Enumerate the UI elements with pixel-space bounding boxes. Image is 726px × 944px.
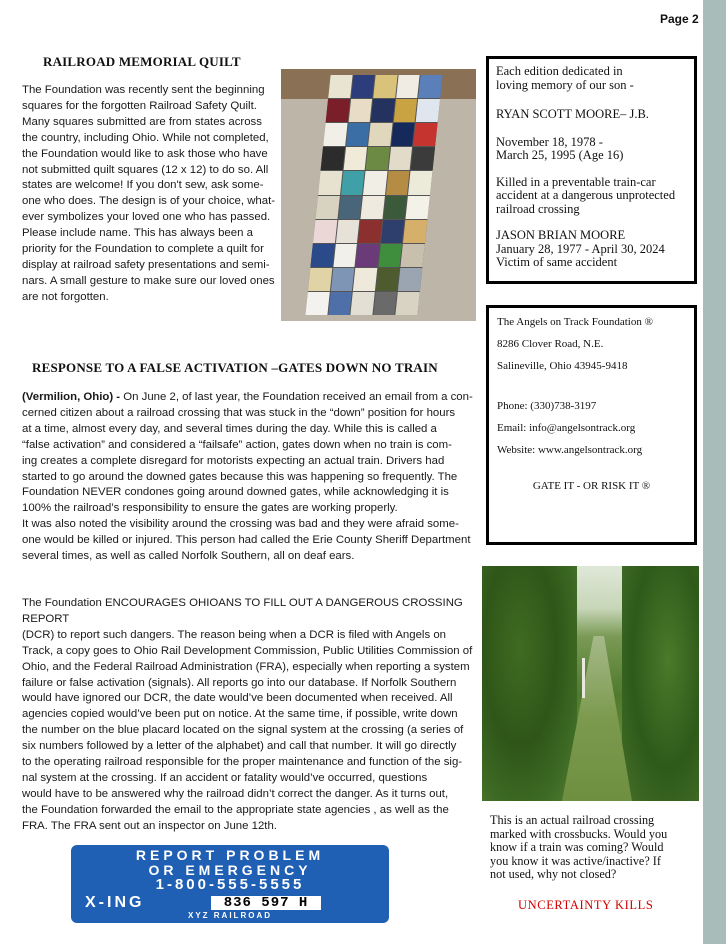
placard-xing-number: 836 597 H [223, 895, 309, 911]
railroad-crossing-photo [482, 566, 699, 801]
photo-crossbuck-post [582, 658, 585, 698]
memorial-dates-ryan: November 18, 1978 - March 25, 1995 (Age 16) [496, 134, 624, 162]
report-placard [71, 845, 389, 923]
contact-city: Salineville, Ohio 43945-9418 [497, 360, 628, 372]
memorial-name-ryan: RYAN SCOTT MOORE– J.B. [496, 107, 649, 121]
page-number: Page 2 [660, 12, 699, 26]
quilt-article-body: The Foundation was recently sent the beginning squares for the forgotten Railroad Safety Quilt. Many squares submitted are from states across the country, including Ohio. While not completed, the Foundation would like to ask those who have not submitted quilt squares (12 x 12) to do so. All states are welcome! If you don't sew, ask some- one who does. The design is of your choice, what- ever symbolizes your loved one who has passed. Please include name. This has always been a priority for the Foundation to complete a quilt for display at railroad safety presentations and semi- nars. A small gesture to make sure our loved ones are not forgotten. [22, 84, 276, 303]
placard-xing-label: X-ING [85, 894, 145, 911]
photo-caption: This is an actual railroad crossing marked with crossbucks. Would you know if a train was coming? Would you know it was active/inactive? If not used, why not closed? [490, 813, 668, 882]
contact-box [486, 305, 697, 545]
activation-article-heading: RESPONSE TO A FALSE ACTIVATION –GATES DOWN NO TRAIN [32, 360, 438, 375]
activation-para1-text: On June 2, of last year, the Foundation received an email from a con- cerned citizen about a railroad crossing that was stuck in the “down” position for hours at a time, almost every day, and several times during the day. While this is called a “false activation” and considered a “failsafe” action, gates down when no train is com- ing creates a complete disregard for motorists expecting an actual train. Drivers had started to go around the downed gates because this was happening so frequently. The Foundation NEVER condones going around downed gates, while acknowledging it is 100% the railroad’s responsibility to ensure the gates are working properly. It was also noted the visibility around the crossing was bad and they were afraid some- one would be killed or injured. This person had called the Erie County Sheriff Department several times, as well as called Norfolk Southern, all on deaf ears. [22, 391, 473, 563]
activation-article-para1 [22, 390, 484, 565]
contact-phone: Phone: (330)738-3197 [497, 400, 597, 412]
uncertainty-tagline: UNCERTAINTY KILLS [518, 898, 654, 912]
quilt-article-heading: RAILROAD MEMORIAL QUILT [43, 54, 241, 69]
memorial-accident-note: Killed in a preventable train-car accident at a dangerous unprotected railroad crossing [496, 174, 676, 216]
memorial-intro: Each edition dedicated in loving memory of our son - [496, 64, 634, 92]
memorial-victim-note: Victim of same accident [496, 255, 618, 269]
placard-phone: 1-800-555-5555 [155, 876, 305, 893]
memorial-box [486, 56, 697, 284]
placard-railroad: XYZ RAILROAD [188, 911, 272, 920]
contact-street: 8286 Clover Road, N.E. [497, 338, 604, 350]
placard-line2: OR EMERGENCY [148, 862, 312, 878]
memorial-name-jason: JASON BRIAN MOORE [496, 228, 626, 242]
quilt-photo [281, 69, 476, 321]
activation-article-para2: The Foundation ENCOURAGES OHIOANS TO FILL OUT A DANGEROUS CROSSING REPORT (DCR) to report such dangers. The reason being when a DCR is filed with Angels on Track, a copy goes to Ohio Rail Development Commission, Public Utilities Commission of Ohio, and the Federal Railroad Administration (FRA), especially when reporting a system failure or false activation (signals). All reports go into our database. If Norfolk Southern would have ignored our DCR, the date would’ve been documented when received. All agencies copied would’ve been put on notice. At the same time, if possible, write down the number on the blue placard located on the signal system at the crossing (a series of six numbers followed by a letter of the alphabet) and call that number. It will go directly to the operating railroad responsible for the proper maintenance and function of the sig- nal system at the crossing. If an accident or fatality would’ve occurred, questions would have to be answered why the railroad didn’t correct the danger. As it turns out, the Foundation forwarded the email to the appropriate state agencies , as well as the FRA. The FRA sent out an inspector on June 12th. [22, 597, 473, 832]
activation-dateline: (Vermilion, Ohio) - [22, 391, 121, 403]
photo-trees-right [622, 566, 699, 801]
placard-line1: REPORT PROBLEM [135, 847, 325, 863]
page-side-stripe [703, 0, 726, 944]
contact-org: The Angels on Track Foundation ® [497, 316, 653, 328]
contact-slogan: GATE IT - OR RISK IT ® [532, 480, 651, 492]
contact-email[interactable]: Email: info@angelsontrack.org [497, 422, 636, 434]
quilt-squares [305, 75, 442, 315]
memorial-dates-jason: January 28, 1977 - April 30, 2024 [496, 241, 665, 256]
contact-website[interactable]: Website: www.angelsontrack.org [497, 444, 643, 456]
photo-trees-left [482, 566, 577, 801]
